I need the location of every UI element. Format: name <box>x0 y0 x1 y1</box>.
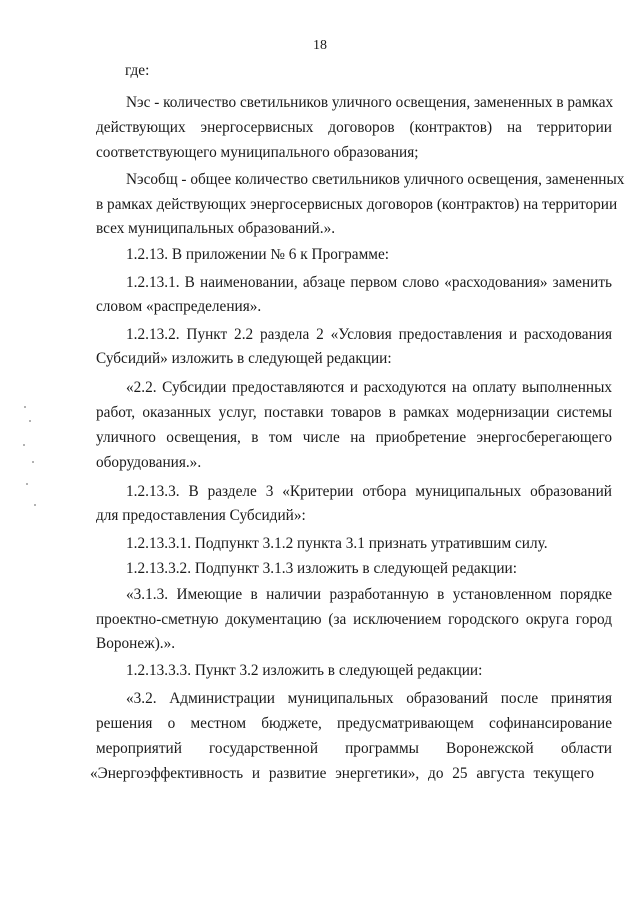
text-line: для предоставления Субсидий»: <box>96 507 306 524</box>
text-line: 1.2.13.3.3. Пункт 3.2 изложить в следующей редакции: <box>126 662 483 679</box>
text-line: Субсидий» изложить в следующей редакции: <box>96 350 392 367</box>
text-line: оборудования.». <box>96 454 202 471</box>
text-line: мероприятий государственной программы Воронежской области <box>96 740 612 757</box>
text-line: проектно-сметную документацию (за исключением городского округа город <box>96 611 612 628</box>
text-line: 1.2.13.3.1. Подпункт 3.1.2 пункта 3.1 признать утратившим силу. <box>126 535 548 552</box>
text-line: Воронеж).». <box>96 635 176 652</box>
text-line: соответствующего муниципального образования; <box>96 144 419 161</box>
text-line: Nэс - количество светильников уличного освещения, замененных в рамках <box>126 94 614 111</box>
text-line: 1.2.13.3. В разделе 3 «Критерии отбора муниципальных образований <box>126 483 612 500</box>
text-line: «3.1.3. Имеющие в наличии разработанную в установленном порядке <box>126 586 612 603</box>
text-line: «Энергоэффективность и развитие энергетики», до 25 августа текущего <box>90 765 594 782</box>
text-line: 1.2.13. В приложении № 6 к Программе: <box>126 246 389 263</box>
text-line: в рамках действующих энергосервисных договоров (контрактов) на территории <box>96 196 618 213</box>
text-line: «3.2. Администрации муниципальных образований после принятия <box>126 690 612 707</box>
text-line: работ, оказанных услуг, поставки товаров в рамках модернизации системы <box>96 404 612 421</box>
page-number: 18 <box>313 38 327 53</box>
text-line: словом «распределения». <box>96 298 262 315</box>
text-line: уличного освещения, в том числе на приобретение энергосберегающего <box>96 429 612 446</box>
text-line: где: <box>125 62 150 79</box>
scan-artifact <box>20 400 50 520</box>
text-line: Nэсобщ - общее количество светильников уличного освещения, замененных <box>126 171 625 188</box>
text-line: 1.2.13.2. Пункт 2.2 раздела 2 «Условия предоставления и расходования <box>126 326 612 343</box>
text-line: действующих энергосервисных договоров (контрактов) на территории <box>96 119 612 136</box>
text-line: «2.2. Субсидии предоставляются и расходуются на оплату выполненных <box>126 379 612 396</box>
text-line: решения о местном бюджете, предусматривающем софинансирование <box>96 715 612 732</box>
text-line: 1.2.13.3.2. Подпункт 3.1.3 изложить в следующей редакции: <box>126 560 517 577</box>
text-line: 1.2.13.1. В наименовании, абзаце первом слово «расходования» заменить <box>126 274 612 291</box>
text-line: всех муниципальных образований.». <box>96 220 336 237</box>
